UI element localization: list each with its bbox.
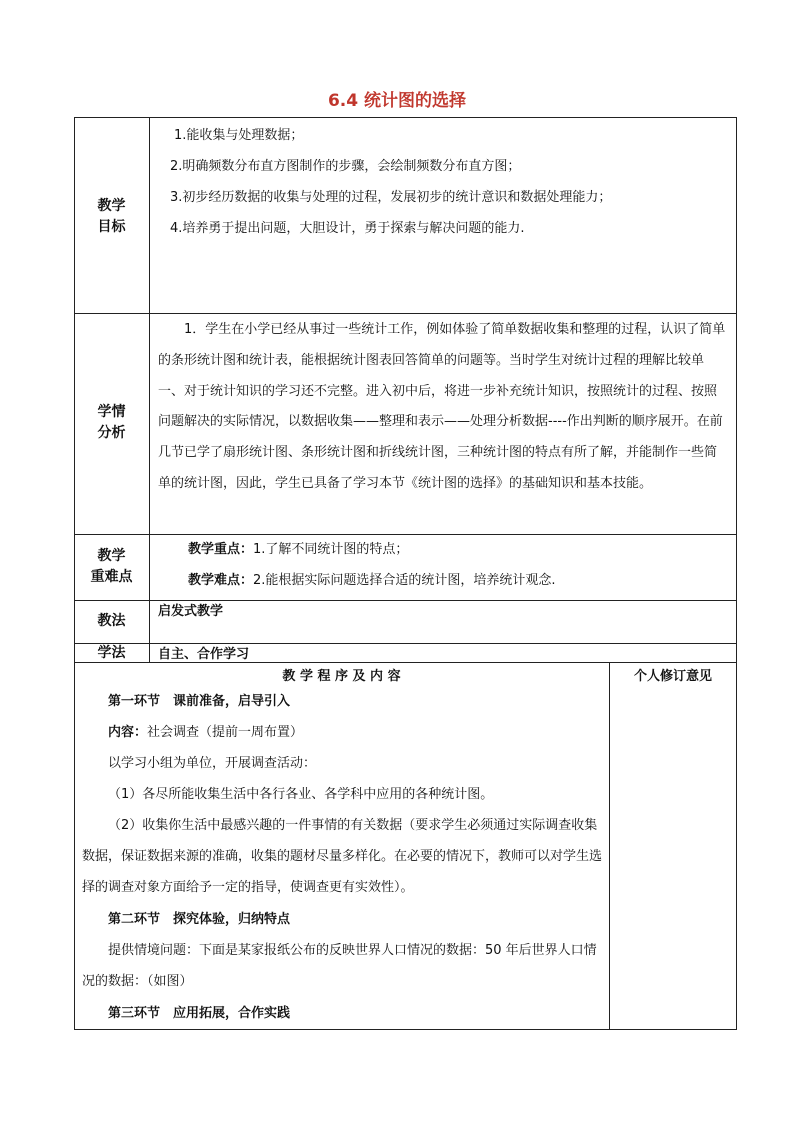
focus-label: 教学重点： [188,542,254,557]
revision-header: 个人修订意见 [633,669,712,684]
procedure-header: 教 学 程 序 及 内 容 [282,669,401,684]
table-border-right [736,117,737,1030]
lesson-plan-table [74,117,737,1030]
method-label: 教法 [97,613,126,629]
section-2-title: 第二环节 探究体验，归纳特点 [108,912,291,927]
section-3-title: 第三环节 应用拓展，合作实践 [108,1006,291,1021]
teaching-focus [188,534,408,565]
activity-intro: 以学习小组为单位，开展调查活动： [108,756,317,771]
focus-text: 1.了解不同统计图的特点； [253,542,409,557]
study-text: 自主、合作学习 [158,647,250,662]
method-text: 启发式教学 [158,604,224,619]
goal-item: 4.培养勇于提出问题，大胆设计，勇于探索与解决问题的能力. [170,221,525,236]
label-column-divider [149,117,150,662]
goal-item: 1.能收集与处理数据； [174,128,304,143]
analysis-label: 学情 分析 [97,404,126,441]
section-1-title: 第一环节 课前准备，启导引入 [108,694,291,709]
row-divider [74,600,737,601]
goal-item: 2.明确频数分布直方图制作的步骤，会绘制频数分布直方图； [170,159,521,174]
difficulty-text: 2.能根据实际问题选择合适的统计图，培养统计观念. [253,573,556,588]
content-line [82,718,632,749]
row-divider [74,313,737,314]
teaching-difficulty [188,565,556,596]
row-divider [74,643,737,644]
content-text: 社会调查（提前一周布置） [147,725,304,740]
keypoints-label: 教学 重难点 [90,548,133,585]
activity-item-2: （2）收集你生活中最感兴趣的一件事情的有关数据（要求学生必须通过实际调查收集数据，保证数据来源的准确，收集的题材尽量多样化。在必要的情况下，教师可以对学生选择的调查对象方面给予一定的指导，使调查更有实效性）。 [82,818,603,895]
page-title: 6.4 统计图的选择 [327,91,467,111]
content-label: 内容： [108,725,148,740]
table-border-top [74,117,737,118]
difficulty-label: 教学难点： [188,573,254,588]
analysis-text: 1．学生在小学已经从事过一些统计工作，例如体验了简单数据收集和整理的过程，认识了简单的条形统计图和统计表，能根据统计图表回答简单的问题等。当时学生对统计过程的理解比较单一、对于统计知识的学习还不完整。进入初中后，将进一步补充统计知识，按照统计的过程、按照问题解决的实际情况，以数据收集——整理和表示——处理分析数据----作出判断的顺序展开。在前几节已学了扇形统计图、条形统计图和折线统计图，三种统计图的特点有所了解，并能制作一些简单的统计图，因此，学生已具备了学习本节《统计图的选择》的基础知识和基本技能。 [158,322,726,491]
activity-item-1: （1）各尽所能收集生活中各行各业、各学科中应用的各种统计图。 [108,787,494,802]
situation-text: 提供情境问题：下面是某家报纸公布的反映世界人口情况的数据：50 年后世界人口情况的数据：（如图） [82,943,597,989]
goal-item: 3.初步经历数据的收集与处理的过程，发展初步的统计意识和数据处理能力； [170,190,612,205]
goals-label: 教学 目标 [97,198,126,235]
study-label: 学法 [97,645,126,661]
